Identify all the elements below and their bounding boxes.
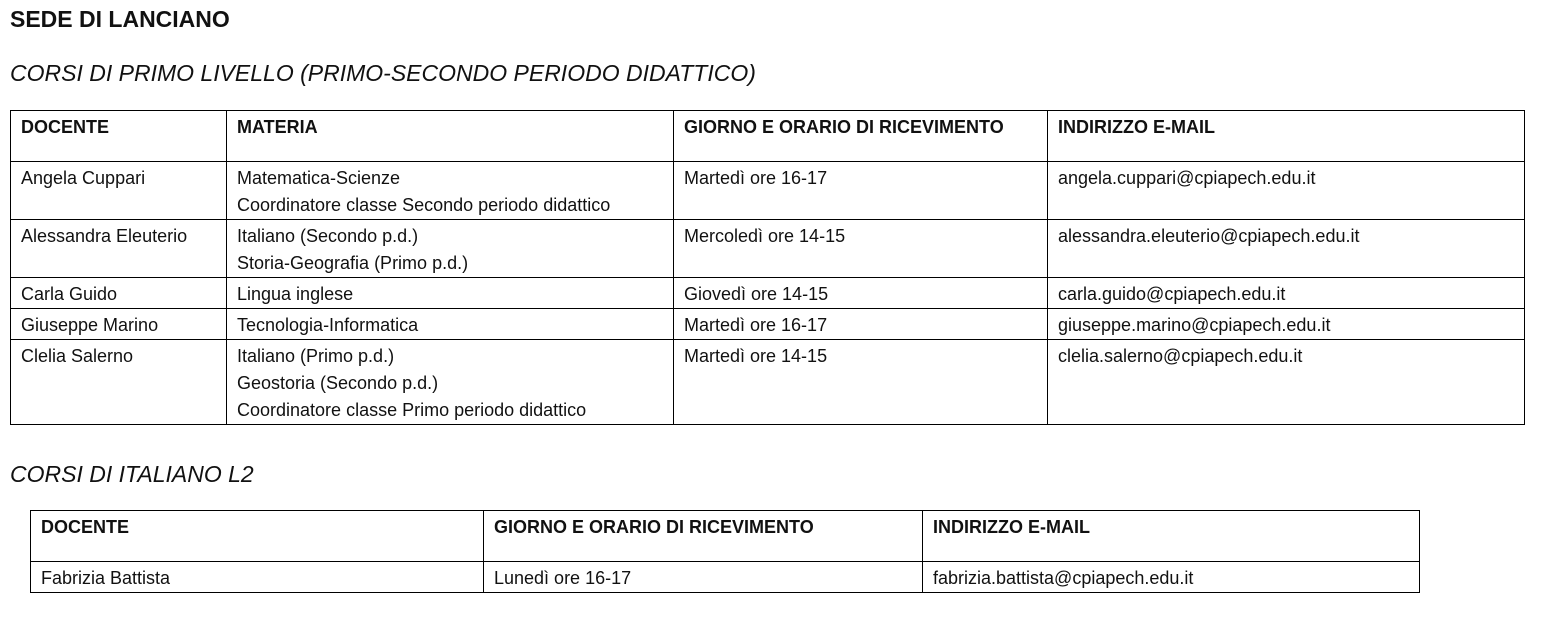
cell-orario: Martedì ore 16-17	[674, 309, 1048, 340]
page-title: SEDE DI LANCIANO	[10, 6, 230, 32]
cell-orario: Giovedì ore 14-15	[674, 278, 1048, 309]
table-italiano-l2	[30, 510, 1420, 593]
cell-materia	[227, 162, 674, 220]
cell-orario: Martedì ore 14-15	[674, 340, 1048, 425]
cell-docente: Angela Cuppari	[11, 162, 227, 220]
cell-materia: Tecnologia-Informatica	[227, 309, 674, 340]
table-row	[11, 278, 1525, 309]
materia-line: Italiano (Secondo p.d.)	[237, 226, 419, 246]
cell-orario: Lunedì ore 16-17	[484, 562, 923, 593]
materia-line: Storia-Geografia (Primo p.d.)	[237, 253, 469, 273]
section-heading-italiano-l2: CORSI DI ITALIANO L2	[10, 461, 254, 487]
table-header-row	[11, 111, 1525, 162]
column-header-email: INDIRIZZO E-MAIL	[923, 511, 1420, 562]
cell-email: clelia.salerno@cpiapech.edu.it	[1048, 340, 1525, 425]
column-header-orario: GIORNO E ORARIO DI RICEVIMENTO	[674, 111, 1048, 162]
table-row	[11, 220, 1525, 278]
column-header-orario: GIORNO E ORARIO DI RICEVIMENTO	[484, 511, 923, 562]
table-row	[11, 309, 1525, 340]
column-header-docente: DOCENTE	[31, 511, 484, 562]
table-row	[31, 562, 1420, 593]
table-header-row	[31, 511, 1420, 562]
cell-orario: Mercoledì ore 14-15	[674, 220, 1048, 278]
cell-docente: Clelia Salerno	[11, 340, 227, 425]
section-heading-primo-livello: CORSI DI PRIMO LIVELLO (PRIMO-SECONDO PERIODO DIDATTICO)	[10, 60, 756, 86]
cell-materia: Lingua inglese	[227, 278, 674, 309]
cell-email: angela.cuppari@cpiapech.edu.it	[1048, 162, 1525, 220]
materia-line: Coordinatore classe Secondo periodo didattico	[237, 195, 611, 215]
cell-docente: Carla Guido	[11, 278, 227, 309]
table-row	[11, 340, 1525, 425]
column-header-docente: DOCENTE	[11, 111, 227, 162]
cell-docente: Giuseppe Marino	[11, 309, 227, 340]
materia-line: Geostoria (Secondo p.d.)	[237, 373, 439, 393]
table-row	[11, 162, 1525, 220]
cell-docente: Fabrizia Battista	[31, 562, 484, 593]
cell-email: alessandra.eleuterio@cpiapech.edu.it	[1048, 220, 1525, 278]
cell-materia	[227, 340, 674, 425]
materia-line: Italiano (Primo p.d.)	[237, 346, 395, 366]
materia-line: Coordinatore classe Primo periodo didattico	[237, 400, 587, 420]
cell-email: giuseppe.marino@cpiapech.edu.it	[1048, 309, 1525, 340]
cell-email: carla.guido@cpiapech.edu.it	[1048, 278, 1525, 309]
column-header-materia: MATERIA	[227, 111, 674, 162]
materia-line: Matematica-Scienze	[237, 168, 401, 188]
cell-docente: Alessandra Eleuterio	[11, 220, 227, 278]
column-header-email: INDIRIZZO E-MAIL	[1048, 111, 1525, 162]
cell-email: fabrizia.battista@cpiapech.edu.it	[923, 562, 1420, 593]
cell-orario: Martedì ore 16-17	[674, 162, 1048, 220]
table-primo-livello	[10, 110, 1525, 425]
cell-materia	[227, 220, 674, 278]
